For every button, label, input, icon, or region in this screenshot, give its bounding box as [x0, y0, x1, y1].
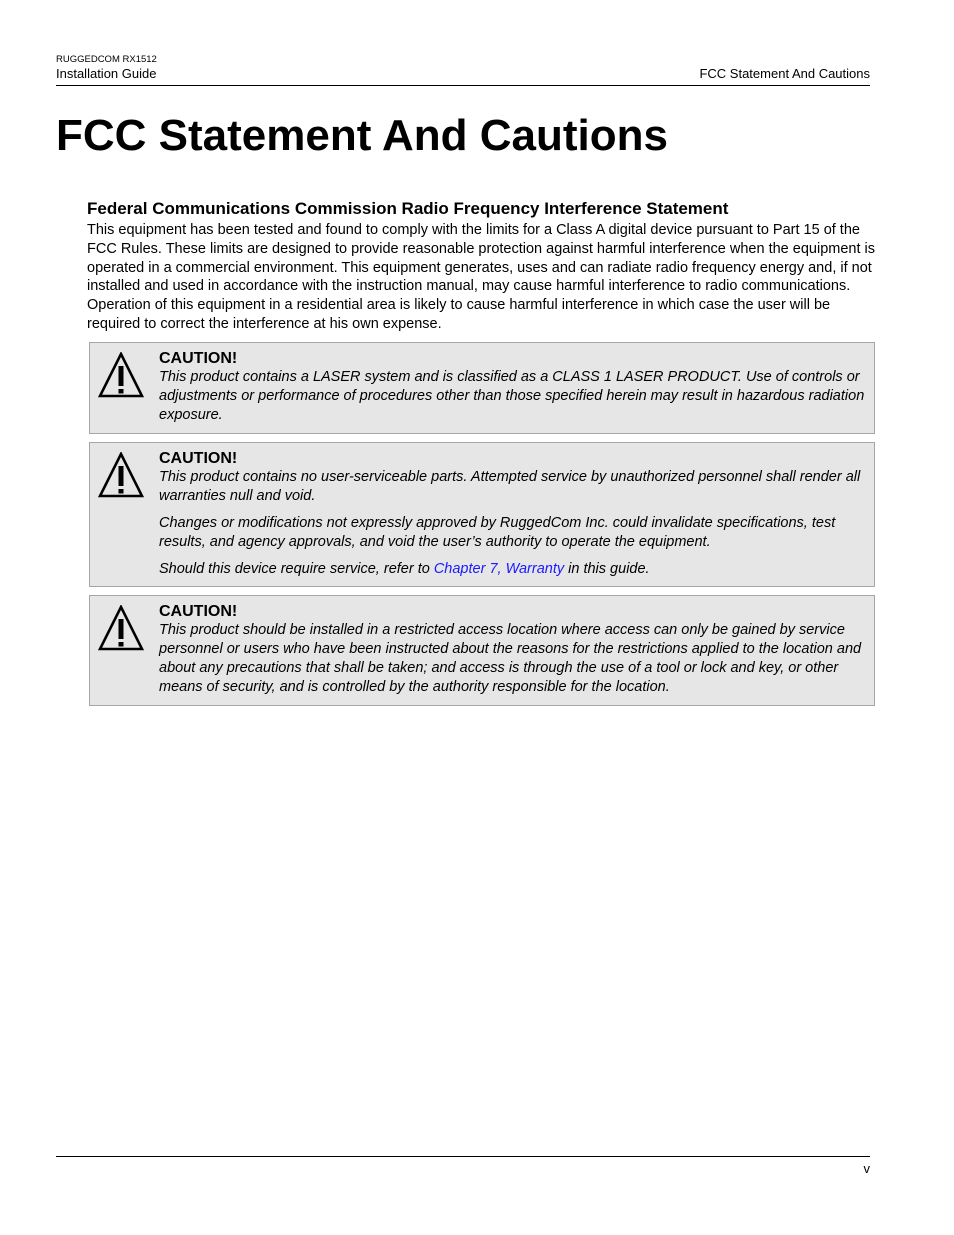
- page-header: [56, 54, 870, 86]
- caution-text: This product should be installed in a restricted access location where access can only be gained by service personnel or users who have been instructed about the reasons for the restrictions applied to the location and about any precautions that shall be taken; and access is through the use of a tool or lock and key, or other means of security, and is controlled by the authority responsible for the location.: [159, 622, 862, 695]
- caution-text-modifications: Changes or modifications not expressly approved by RuggedCom Inc. could invalidate specifications, test results, and agency approvals, and void the user’s authority to operate the equipment.: [159, 515, 836, 550]
- caution-text: This product contains no user-serviceable parts. Attempted service by unauthorized personnel shall render all warranties null and void.: [159, 469, 861, 504]
- fcc-heading: Federal Communications Commission Radio Frequency Interference Statement: [87, 199, 729, 218]
- fcc-body: This equipment has been tested and found to comply with the limits for a Class A digital device pursuant to Part 15 of the FCC Rules. These limits are designed to provide reasonable protection against harmful interference when the equipment is operated in a commercial environment. This equipment generates, uses and can radiate radio frequency energy and, if not installed and used in accordance with the instruction manual, may cause harmful interference to radio communications. Operation of this equipment in a residential area is likely to cause harmful interference in which case the user will be required to correct the interference at his own expense.: [87, 222, 875, 332]
- caution-text-service-reference: [159, 560, 869, 579]
- warning-triangle-icon: [98, 452, 144, 498]
- caution-title: CAUTION!: [159, 450, 238, 467]
- product-name: RUGGEDCOM RX1512: [56, 54, 157, 65]
- warning-triangle-icon: [98, 605, 144, 651]
- page-number: v: [863, 1161, 870, 1176]
- page-title: FCC Statement And Cautions: [56, 111, 668, 160]
- guide-title: Installation Guide: [56, 66, 157, 81]
- footer-divider: [56, 1156, 870, 1157]
- service-reference-prefix: Should this device require service, refer to: [159, 561, 434, 577]
- service-reference-suffix: in this guide.: [564, 561, 650, 577]
- caution-content: [159, 449, 869, 579]
- caution-content: [159, 602, 869, 697]
- caution-title: CAUTION!: [159, 603, 238, 620]
- caution-title: CAUTION!: [159, 350, 238, 367]
- warning-triangle-icon: [98, 352, 144, 398]
- section-title: FCC Statement And Cautions: [699, 66, 870, 81]
- caution-box-restricted-access: [89, 595, 875, 706]
- caution-content: [159, 349, 869, 425]
- caution-text: This product contains a LASER system and is classified as a CLASS 1 LASER PRODUCT. Use of controls or adjustments or performance of procedures other than those specified herein may result in hazardous radiation exposure.: [159, 369, 865, 423]
- caution-box-laser: [89, 342, 875, 434]
- caution-box-service: [89, 442, 875, 587]
- warranty-chapter-link[interactable]: Chapter 7, Warranty: [433, 561, 565, 577]
